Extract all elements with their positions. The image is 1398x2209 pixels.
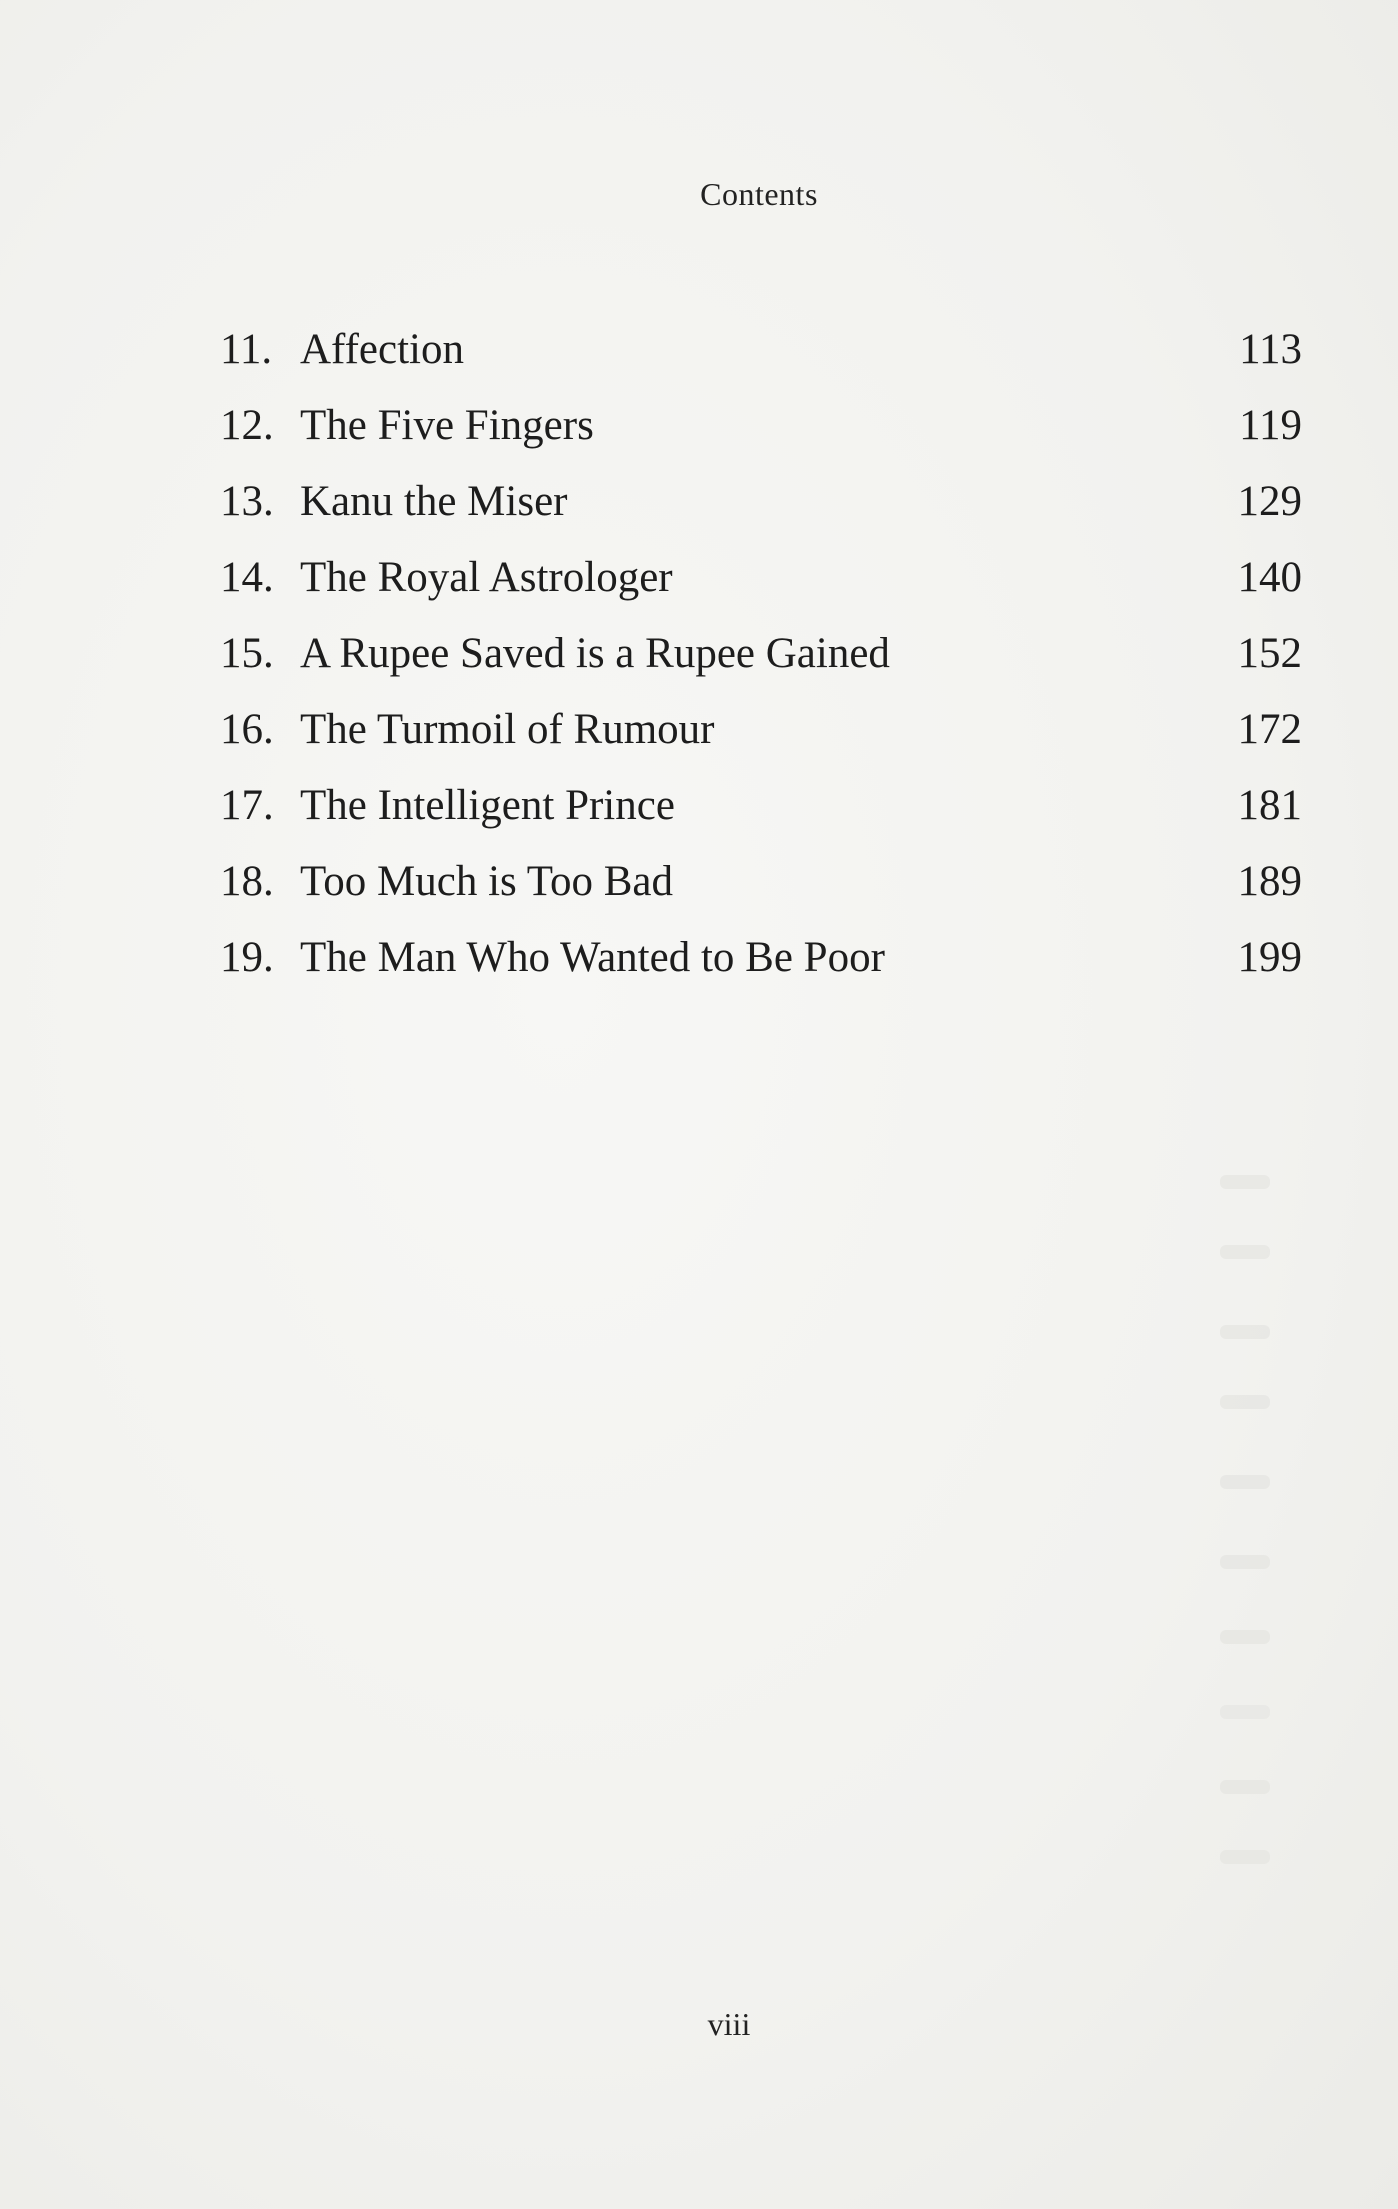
page-number: 152: [1237, 630, 1302, 677]
chapter-title: Affection: [300, 326, 464, 373]
toc-entry: [220, 464, 1302, 540]
chapter-title: The Man Who Wanted to Be Poor: [300, 934, 885, 981]
folio-page-number: viii: [707, 2006, 751, 2042]
page-number: 181: [1237, 782, 1302, 829]
chapter-number: 16.: [220, 706, 274, 753]
page-number: 189: [1237, 858, 1302, 905]
table-of-contents: [220, 312, 1302, 996]
running-head: Contents: [700, 176, 818, 212]
chapter-title: A Rupee Saved is a Rupee Gained: [300, 630, 890, 677]
page-number: 113: [1239, 326, 1302, 373]
page-number: 172: [1237, 706, 1302, 753]
page-number: 140: [1237, 554, 1302, 601]
chapter-title: Too Much is Too Bad: [300, 858, 674, 905]
chapter-title: The Intelligent Prince: [300, 782, 675, 829]
chapter-number: 14.: [220, 554, 274, 601]
toc-entry: [220, 768, 1302, 844]
chapter-number: 18.: [220, 858, 274, 905]
chapter-title: Kanu the Miser: [300, 478, 568, 525]
chapter-number: 15.: [220, 630, 274, 677]
toc-entry: [220, 616, 1302, 692]
chapter-number: 13.: [220, 478, 274, 525]
toc-entry: [220, 540, 1302, 616]
chapter-number: 11.: [220, 326, 273, 373]
toc-entry: [220, 920, 1302, 996]
page-number: 119: [1239, 402, 1302, 449]
toc-entry: [220, 844, 1302, 920]
chapter-number: 19.: [220, 934, 274, 981]
chapter-title: The Royal Astrologer: [300, 554, 673, 601]
chapter-title: The Five Fingers: [300, 402, 594, 449]
chapter-number: 12.: [220, 402, 274, 449]
chapter-title: The Turmoil of Rumour: [300, 706, 715, 753]
toc-entry: [220, 312, 1302, 388]
page-number: 199: [1237, 934, 1302, 981]
page-number: 129: [1237, 478, 1302, 525]
chapter-number: 17.: [220, 782, 274, 829]
toc-entry: [220, 692, 1302, 768]
toc-entry: [220, 388, 1302, 464]
